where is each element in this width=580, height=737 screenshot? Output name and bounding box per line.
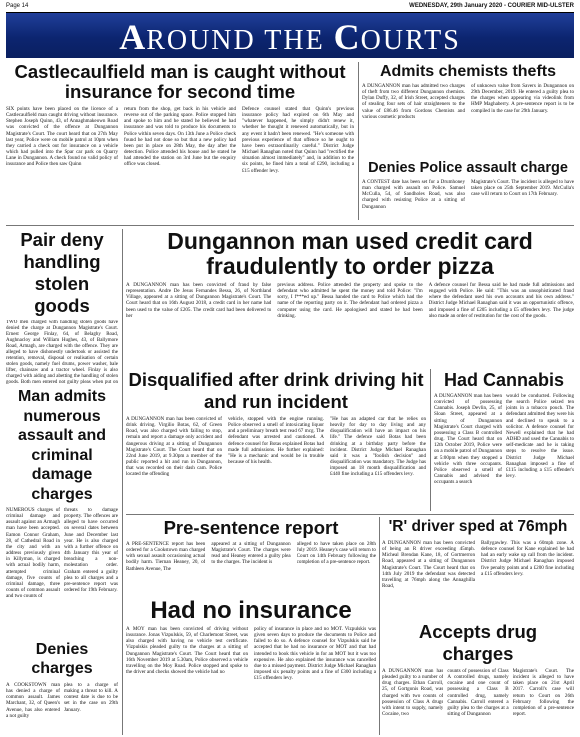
- page-number: Page 14: [6, 3, 29, 9]
- body-col-2: counts of possession of Class A controlled drugs, namely cocaine and one count of possessing a Class B controlled drug, namely Cannabis. Carroll entered a guilty plea to the charges at a sitting of Dungannon: [447, 668, 509, 718]
- body-col-2: plea to a charge of making a threat to kill. A contest date is due to be set in the case on 29th January.: [64, 682, 118, 713]
- body-col-2: vehicle, stopped with the engine running. Police observed a smell of intoxicating liquor and a preliminary breath test read 67 mcg. The defendant was arrested and cautioned. A defence counsel for Botas explained Botas had made full admissions. He further explained: "He is a mechanic and would be in trouble because of his health.: [228, 416, 324, 466]
- body-col-2: policy of insurance in place and no MOT. Vizpulskis was given seven days to produce the documents to Police and failed to do so. A defence counsel for Vizpulskis said he accepted that he had no insurance or MOT and that had intended to book this vehicle in for an MOT but it was too expensive. He also explained the insurance was cancelled due to a missed payment. District Judge Michael Ranaghan imposed six penalty points and a fine of £300 including a £15 offenders levy.: [254, 626, 376, 682]
- body-col-1: A PRE-SENTENCE report has been ordered for a Cookstown man charged with sexual assault occasioning actual bodily harm. Tiernan Heaney, 20, of Rathleen Avenue, The: [126, 541, 206, 572]
- body-col-1: A CONTEST date has been set for a Drumhoney man charged with assault on Police. Samuel McCulla, 54, of Sandholes Road, was also charged with resisting Police at a sitting of Dungannon: [362, 179, 465, 210]
- headline: Castlecaulfield man is caught without insurance for second time: [14, 62, 346, 102]
- body-col-3: alleged to have taken place on 28th July 2019. Heaney's case will return to Court on 14th February following the completion of a pre-sentence report.: [296, 541, 376, 566]
- body-col-3: "He has an adapted car that he relies on heavily for day to day living and any disqualification will have an impact on his life." The defence said Botas had been drinking at a birthday party before the incident. District Judge Michael Ranaghan said it was a "foolish decision" and disqualification was mandatory. The Judge has imposed an 18 month disqualification and £440 fine including a £15 offenders levy.: [330, 416, 426, 478]
- article-castlecaulfield: [6, 62, 354, 222]
- section-title: AROUND THE COURTS: [119, 17, 461, 57]
- article-denies-charges: [6, 640, 118, 735]
- body-col-2: return from the shop, get back in his vehicle and reverse out of the parking space. Police stopped him and spoke to him and he stated he believed he had insurance and was told to produce his documents to Police within seven days. On 13th June a Police check found he had not done so but that a new policy had been put in place on 28th May, the day after the detection. Police attended his house and he stated he had attended the station on 3rd June but the enquiry office was closed.: [124, 106, 236, 168]
- page-header: [6, 2, 574, 11]
- headline: Pair deny handling stolen goods: [20, 229, 104, 316]
- body-col-2: previous address. Police attended the property and spoke to the defendant who admitted he spent the money and told Police: "I'm sorry, I f***ed up." Bessa handed the card to Police which had the name of the reporting party on it. The defendant had ordered pizza a computer using the card. He apologised and stated he had been drinking.: [277, 282, 423, 319]
- body-col-2: appeared at a sitting of Dungannon Magistrate's Court. The charges were read and Heaney entered a guilty plea to the charges. The incident is: [211, 541, 291, 566]
- body-text: TWO men charged with handling stolen goods have denied the charge at Dungannon Magistrate's Court. Ernest George Finlay, 64, of Belaghy Road, Aughnacloy and William Hughes, 43, of Ballymore Road, Armagh, are charged with the offence. They are alleged to have dishonestly undertook or assisted the retention, removal, disposal or realisation of certain stolen goods, namely fuel drums, power washer, bale lifter, chainsaw and a tractor wheel. Finlay is also charged with aiding and abetting the handling of stolen goods. Both men entered not guilty pleas when put on: [6, 320, 118, 384]
- headline: Denies Police assault charge: [368, 160, 568, 176]
- article-numerous: [6, 387, 118, 625]
- body-col-2: would be conducted. Following the search Police seized ten joints in a tobacco pouch. The defendant admitted they were his and declined to speak to a solicitor. A defence counsel for Newell explained that he had ADHD and used the Cannabis to self-medicate and he is taking steps to resolve the issue. District Judge Michael Ranaghan imposed a fine of £115 including a £15 offender's levy.: [506, 393, 574, 480]
- body-col-1: A COOKSTOWN man has denied a charge of common assault. James Marchant, 32, of Queen's Avenue, has also entered a not guilty: [6, 682, 60, 719]
- issue-date: WEDNESDAY, 29th January 2020 - COURIER MID-ULSTER: [409, 3, 574, 9]
- headline: Had Cannabis: [443, 370, 565, 390]
- body-col-1: SIX points have been placed on the licence of a Castlecaulfield man caught driving without insurance. Stephen Joseph Quinn, 43, of Annaghmakeown Road was convicted of the offence at Dungannon Magistrate's Court. The court heard that on 27th May last year, Police were on mobile patrol at 10pm when they carried a check out for insurance on a vehicle which had pulled into the Spar car park on Quarry Lane in Dungannon. A check found no valid policy of insurance and Police then saw Quinn: [6, 106, 118, 168]
- headline: Accepts drug charges: [418, 621, 538, 664]
- body-col-1: NUMEROUS charges of criminal damage and assault against an Armagh man have been accepted. Eamon Connor Graham, 28, of Cathedral Road in the city and with an address previously given in Killyman, is charged with actual bodily harm, attempted criminal damage, five counts of criminal damage, three counts of common assault and two counts of: [6, 507, 60, 600]
- body-col-3: Magistrate's Court. The incident is alleged to have taken place on 21st April 2017. Carroll's case will return to Court on 26th February following the completion of a pre-sentence report.: [512, 668, 574, 718]
- article-disqualified: [126, 369, 426, 511]
- body-col-3: A defence counsel for Bessa said he had made full admissions and engaged with Police. He said: "This was an unsophisticated fraud where the defendant used his own accounts and his own address." District Judge Michael Ranaghan said it was an opportunistic offence, and imposed a fine of £205 including a £5 offenders levy. The judge also made an order of restitution for the cost of the goods.: [428, 282, 574, 319]
- body-col-2: threats to damage property. The offences are alleged to have occurred on several dates between June and December last year. He is also charged with a further offence on 4th January this year of breaching a non-molestation order. Graham entered a guilty plea to all charges and a pre-sentence report was ordered for 19th February.: [64, 507, 118, 594]
- body-col-1: A DUNGANNON man has pleaded guilty to a number of drug charges. Ethan Carroll, 25, of Gortgonis Road, was charged with two counts of possession of Class A drugs with intent to supply, namely Cocaine, two: [382, 668, 444, 718]
- article-r-driver: [382, 517, 574, 617]
- body-col-3: Defence counsel stated that Quinn's previous insurance policy had expired on 6th May and "whatever happened, he simply didn't renew it, whether he thought it renewed automatically, but in any event it hadn't been renewed. "He's someone with previous experience of that offence so he ought to have been extraordinarily careful." District Judge Michael Ranaghan noted that Quinn had "rectified the situation almost immediately" and, in addition to the six points, he fined him a total of £290, including a £15 offender levy.: [242, 106, 354, 174]
- article-chemists: [362, 62, 574, 160]
- article-cannabis: [434, 369, 574, 511]
- body-col-1: A DUNGANNON man has been convicted of being an R driver exceeding 45mph. Micheal Brendan Kane, 18, of Gortmerron Road, appeared at a sitting of Dungannon Magistrate's Court. The Court heard that on 14th July 2019 the defendant was detected travelling at 76mph along the Annaghilla Road,: [382, 540, 475, 590]
- body-col-1: A DUNGANNON man has been convicted of drink driving. Virgilio Botas, 62, of Green Road, was also charged with failing to stop, remain and report a damage only accident and dangerous driving at a sitting of Dungannon Magistrate's Court. The Court heard that on 22nd June 2019, at 9.30pm a member of the public reported a hit and run in Dungannon, that was recorded on their dash cam. Police located the offending: [126, 416, 222, 478]
- headline: Pre-sentence report: [163, 517, 339, 538]
- body-col-1: A DUNGANNON man has been convicted of fraud by false representation. Andre De Jesus Fernandes Bessa, 26, of Northland Village, appeared at a sitting of Dungannon Magistrate's Court. The Court heard that on 16th August 2018, a credit card in her name had been used to the value of £205. The credit card had been delivered to her: [126, 282, 272, 319]
- headline: Dungannon man used credit card fraudulently to order pizza: [167, 229, 533, 279]
- article-drug-charges: [382, 621, 574, 735]
- body-col-1: A MOY man has been convicted of driving without insurance. Jonas Vizpulskis, 59, of Charlemont Street, was also charged with having no vehicle test certificate. Vizpulskis pleaded guilty to the charges at a sitting of Dungannon Magistrate's Court. The Court heard that on 16th November 2019 at 5.30am, Police observed a vehicle travelling on the Moy Road. Police stopped and spoke to the driver and checks showed the vehicle had no: [126, 626, 248, 676]
- article-pre-sentence: [126, 517, 376, 595]
- body-col-1: A DUNGANNON man has been convicted of possessing Cannabis. Joseph Devlin, 25, of Sloan Street, appeared at a sitting of Dungannon Magistrate's Court charged with possessing a Class B controlled drug. The Court heard that on 12th October 2019, Police were on a mobile patrol of Dungannon at 5:00pm when they stopped a vehicle with three occupants. Police observed a smell of Cannabis and advised the occupants a search: [434, 393, 502, 486]
- headline: Had no insurance: [150, 597, 352, 624]
- article-denies-police: [362, 160, 574, 222]
- body-col-2: of unknown value from Savers in Dungannon on 29th December, 2019. He entered a guilty plea to the charges when appearing via videolink from HMP Maghaberry. A pre-sentence report is to be compiled in the case for 29th January.: [471, 83, 574, 114]
- article-pizza: [126, 229, 574, 367]
- article-no-insurance: [126, 597, 376, 735]
- headline: 'R' driver sped at 76mph: [388, 518, 568, 535]
- body-col-2: Magistrate's Court. The incident is alleged to have taken place on 25th September 2019. McCulla's case will return to Court on 17th February.: [471, 179, 574, 198]
- headline: Disqualified after drink driving hit and run incident: [128, 369, 424, 412]
- section-banner: [6, 12, 574, 58]
- article-pair-deny: [6, 229, 118, 384]
- headline: Denies charges: [31, 641, 93, 677]
- body-col-1: A DUNGANNON man has admitted two charges of theft from two different Dungannon chemists. Dylan Duffy, 32, of Irish Street, accepted charges of stealing four sets of hair straighteners to the value of £86.46 from Gordons Chemists and various cosmetic products: [362, 83, 465, 120]
- headline: Man admits numerous assault and criminal damage charges: [17, 388, 107, 503]
- headline: Admits chemists thefts: [379, 63, 557, 80]
- body-col-2: Ballygawley. This was a 60mph zone. A defence counsel for Kane explained he had had an early wake up call from the incident. District Judge Michael Ranaghan imposed five penalty points and a £200 fine including a £15 offenders levy.: [481, 540, 574, 577]
